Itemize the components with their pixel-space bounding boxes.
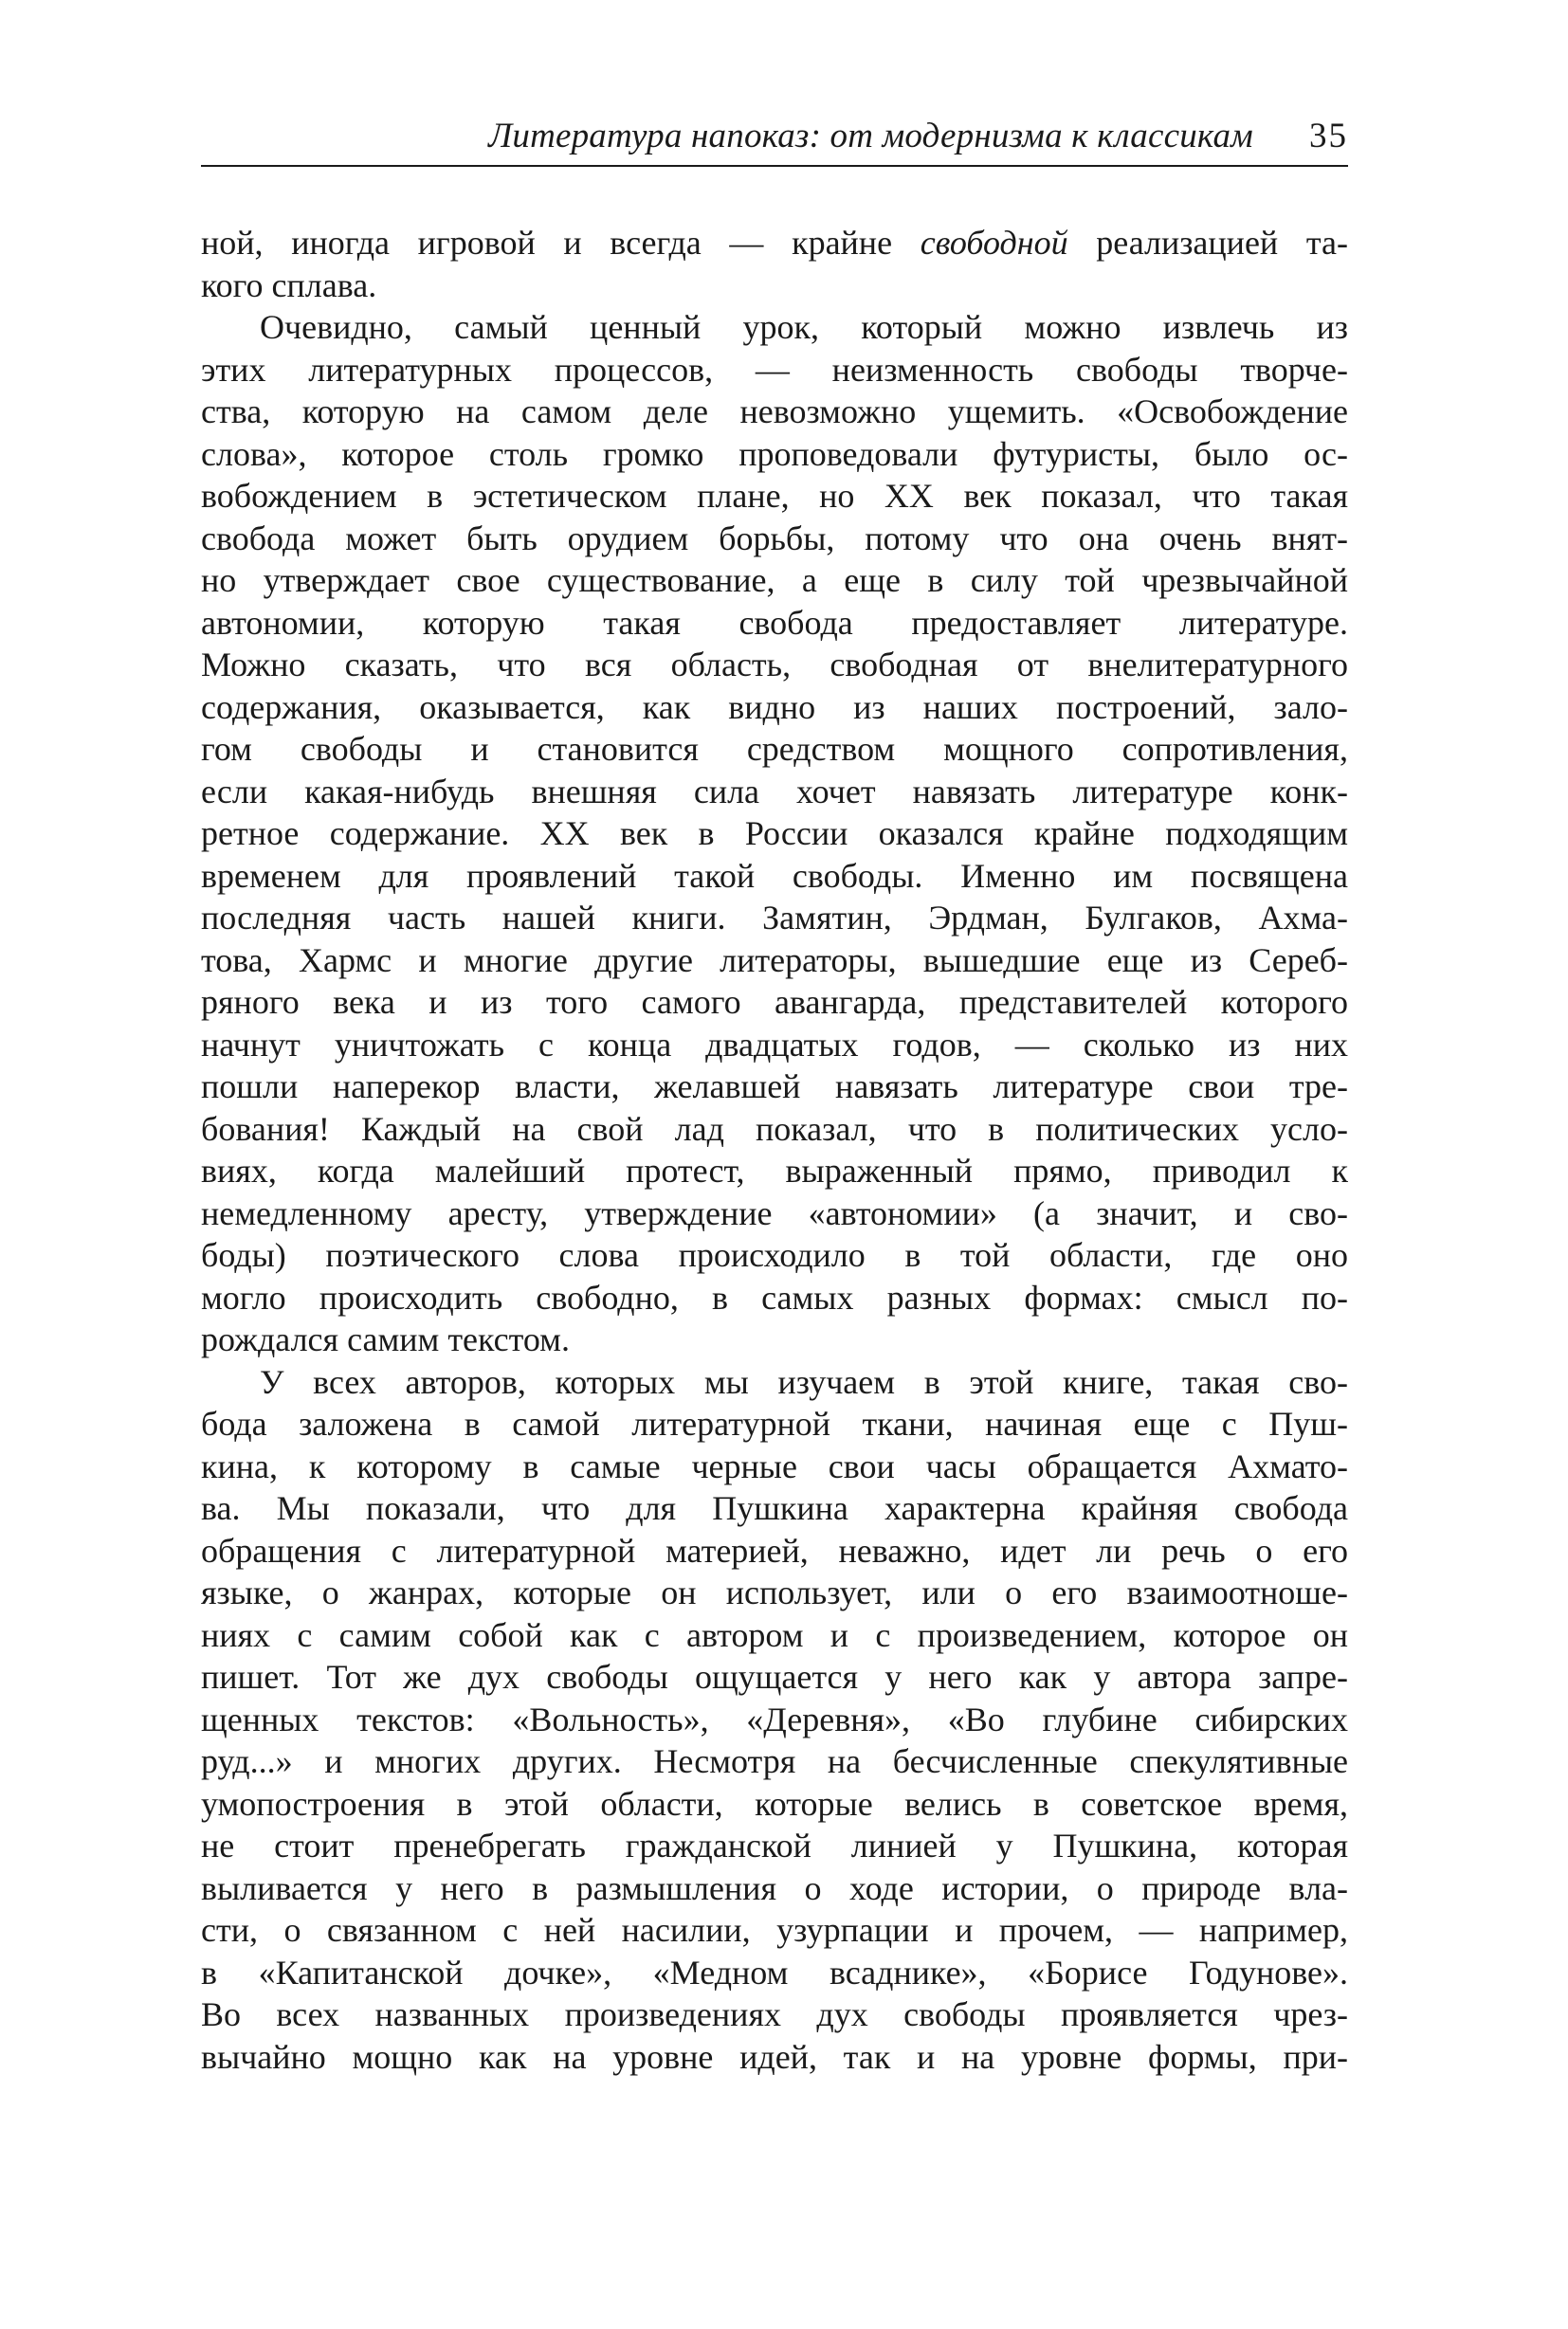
text-line: ства, которую на самом деле невозможно ущемить. «Освобождение bbox=[201, 392, 1348, 430]
text-line: гом свободы и становится средством мощного сопротивления, bbox=[201, 730, 1348, 768]
text-line: щенных текстов: «Вольность», «Деревня», «Во глубине сибирских bbox=[201, 1700, 1348, 1738]
text-line: Очевидно, самый ценный урок, который можно извлечь из bbox=[260, 308, 1348, 346]
text-line: бода заложена в самой литературной ткани, начиная еще с Пуш- bbox=[201, 1405, 1348, 1443]
paragraph bbox=[201, 306, 1348, 1361]
text-line: ва. Мы показали, что для Пушкина характерна крайняя свобода bbox=[201, 1489, 1348, 1527]
running-title: Литература напоказ: от модернизма к классикам bbox=[488, 117, 1253, 155]
text-line: содержания, оказывается, как видно из наших построений, зало- bbox=[201, 687, 1348, 726]
text-line: немедленному аресту, утверждение «автономии» (а значит, и сво- bbox=[201, 1193, 1348, 1232]
text-line: кого сплава. bbox=[201, 265, 377, 304]
text-line: руд...» и многих других. Несмотря на бесчисленные спекулятивные bbox=[201, 1742, 1348, 1780]
body-text bbox=[201, 222, 1348, 2078]
text-line: пошли наперекор власти, желавшей навязать литературе свои тре- bbox=[201, 1067, 1348, 1105]
emphasis: свободной bbox=[920, 224, 1068, 262]
text-line: ретное содержание. XX век в России оказался крайне подходящим bbox=[201, 814, 1348, 852]
text-line: рождался самим текстом. bbox=[201, 1320, 570, 1358]
text-line: свобода может быть орудием борьбы, потому что она очень внят- bbox=[201, 519, 1348, 557]
text-line: слова», которое столь громко проповедовали футуристы, было ос- bbox=[201, 434, 1348, 473]
text-line: Во всех названных произведениях дух свободы проявляется чрез- bbox=[201, 1995, 1348, 2033]
text-line: но утверждает свое существование, а еще в силу той чрезвычайной bbox=[201, 561, 1348, 599]
text-line: У всех авторов, которых мы изучаем в этой книге, такая сво- bbox=[260, 1362, 1348, 1401]
text-line: вобождением в эстетическом плане, но XX век показал, что такая bbox=[201, 477, 1348, 515]
text-line: не стоит пренебрегать гражданской линией у Пушкина, которая bbox=[201, 1827, 1348, 1865]
text-line: пишет. Тот же дух свободы ощущается у него как у автора запре- bbox=[201, 1658, 1348, 1696]
text-line: това, Хармс и многие другие литераторы, вышедшие еще из Сереб- bbox=[201, 940, 1348, 979]
text-line: умопостроения в этой области, которые велись в советское время, bbox=[201, 1784, 1348, 1823]
text-line: ной, иногда игровой и всегда — крайне свободной реализацией та- bbox=[201, 224, 1348, 262]
text-line: Можно сказать, что вся область, свободная от внелитературного bbox=[201, 646, 1348, 683]
text-line: виях, когда малейший протест, выраженный прямо, приводил к bbox=[201, 1152, 1348, 1190]
text-line: автономии, которую такая свобода предоставляет литературе. bbox=[201, 603, 1348, 642]
text-line: могло происходить свободно, в самых разных формах: смысл по- bbox=[201, 1278, 1348, 1317]
text-line: боды) поэтического слова происходило в той области, где оно bbox=[201, 1236, 1348, 1274]
text-line: в «Капитанской дочке», «Медном всаднике», «Борисе Годунове». bbox=[201, 1953, 1348, 1992]
text-line: языке, о жанрах, которые он использует, или о его взаимоотноше- bbox=[201, 1574, 1348, 1611]
text-line: кина, к которому в самые черные свои часы обращается Ахмато- bbox=[201, 1447, 1348, 1485]
text-line: этих литературных процессов, — неизменность свободы творче- bbox=[201, 350, 1348, 389]
text-line: временем для проявлений такой свободы. Именно им посвящена bbox=[201, 856, 1348, 895]
text-line: выливается у него в размышления о ходе истории, о природе вла- bbox=[201, 1868, 1348, 1907]
paragraph bbox=[201, 1361, 1348, 2079]
text-line: последняя часть нашей книги. Замятин, Эрдман, Булгаков, Ахма- bbox=[201, 899, 1348, 937]
text-line: если какая-нибудь внешняя сила хочет навязать литературе конк- bbox=[201, 772, 1348, 810]
paragraph bbox=[201, 222, 1348, 306]
text-line: обращения с литературной материей, неважно, идет ли речь о его bbox=[201, 1531, 1348, 1570]
text-line: ниях с самим собой как с автором и с произведением, которое он bbox=[201, 1615, 1348, 1654]
page-number: 35 bbox=[1309, 117, 1348, 155]
text-line: начнут уничтожать с конца двадцатых годов, — сколько из них bbox=[201, 1025, 1348, 1064]
text-line: бования! Каждый на свой лад показал, что в политических усло- bbox=[201, 1109, 1348, 1148]
text-line: сти, о связанном с ней насилии, узурпации и прочем, — например, bbox=[201, 1911, 1348, 1949]
text-line: вычайно мощно как на уровне идей, так и на уровне формы, при- bbox=[201, 2037, 1348, 2076]
text-line: ряного века и из того самого авангарда, представителей которого bbox=[201, 983, 1348, 1021]
running-header bbox=[201, 112, 1348, 167]
